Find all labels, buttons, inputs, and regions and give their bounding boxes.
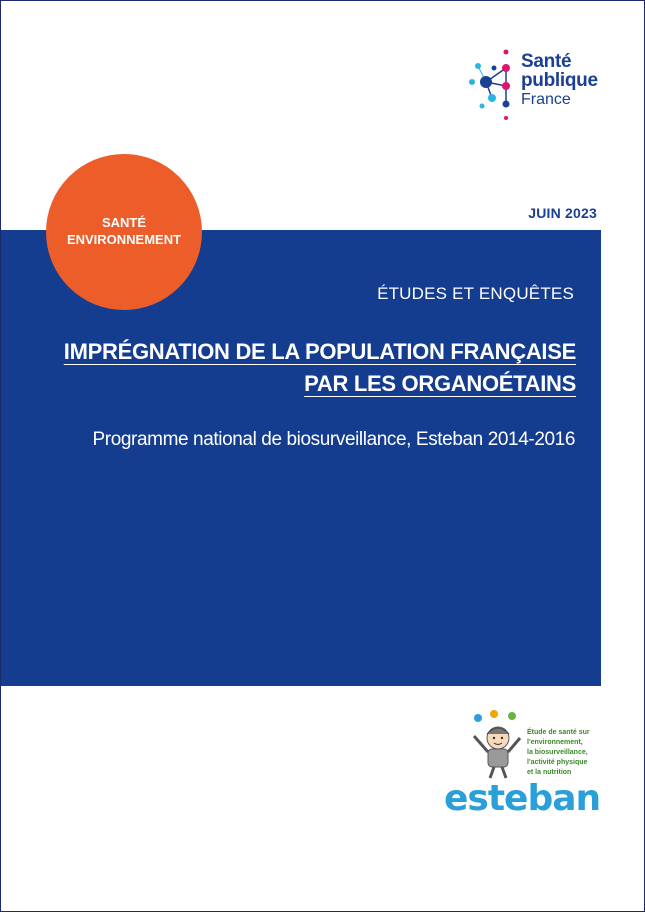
title-line-2: PAR LES ORGANOÉTAINS (304, 371, 576, 396)
esteban-description (527, 728, 617, 778)
esteban-logo (440, 708, 610, 823)
badge-text (46, 214, 202, 248)
document-title (16, 336, 576, 400)
badge-line-1: SANTÉ (101, 215, 147, 230)
esteban-desc-line: Étude de santé sur (527, 729, 590, 736)
logo-wordmark (521, 52, 598, 109)
theme-badge (46, 154, 202, 310)
esteban-desc-line: la biosurveillance, (527, 749, 588, 756)
juggler-mascot-icon (464, 708, 534, 780)
logo-line-publique: publique (521, 70, 598, 91)
logo-line-sante: Santé (521, 51, 572, 72)
logo-line-france: France (521, 91, 571, 108)
sante-publique-france-logo (464, 44, 614, 124)
logo-molecule-icon (464, 44, 520, 124)
esteban-desc-line: et la nutrition (527, 769, 572, 776)
publication-date: JUIN 2023 (528, 205, 597, 221)
badge-line-2: ENVIRONNEMENT (66, 232, 182, 247)
document-subtitle: Programme national de biosurveillance, Esteban 2014-2016 (92, 429, 575, 450)
esteban-wordmark: esteban (444, 778, 601, 819)
document-category: ÉTUDES ET ENQUÊTES (377, 284, 574, 303)
esteban-desc-line: l'environnement, (527, 739, 583, 746)
title-line-1: IMPRÉGNATION DE LA POPULATION FRANÇAISE (63, 339, 576, 364)
esteban-desc-line: l'activité physique (527, 759, 588, 766)
